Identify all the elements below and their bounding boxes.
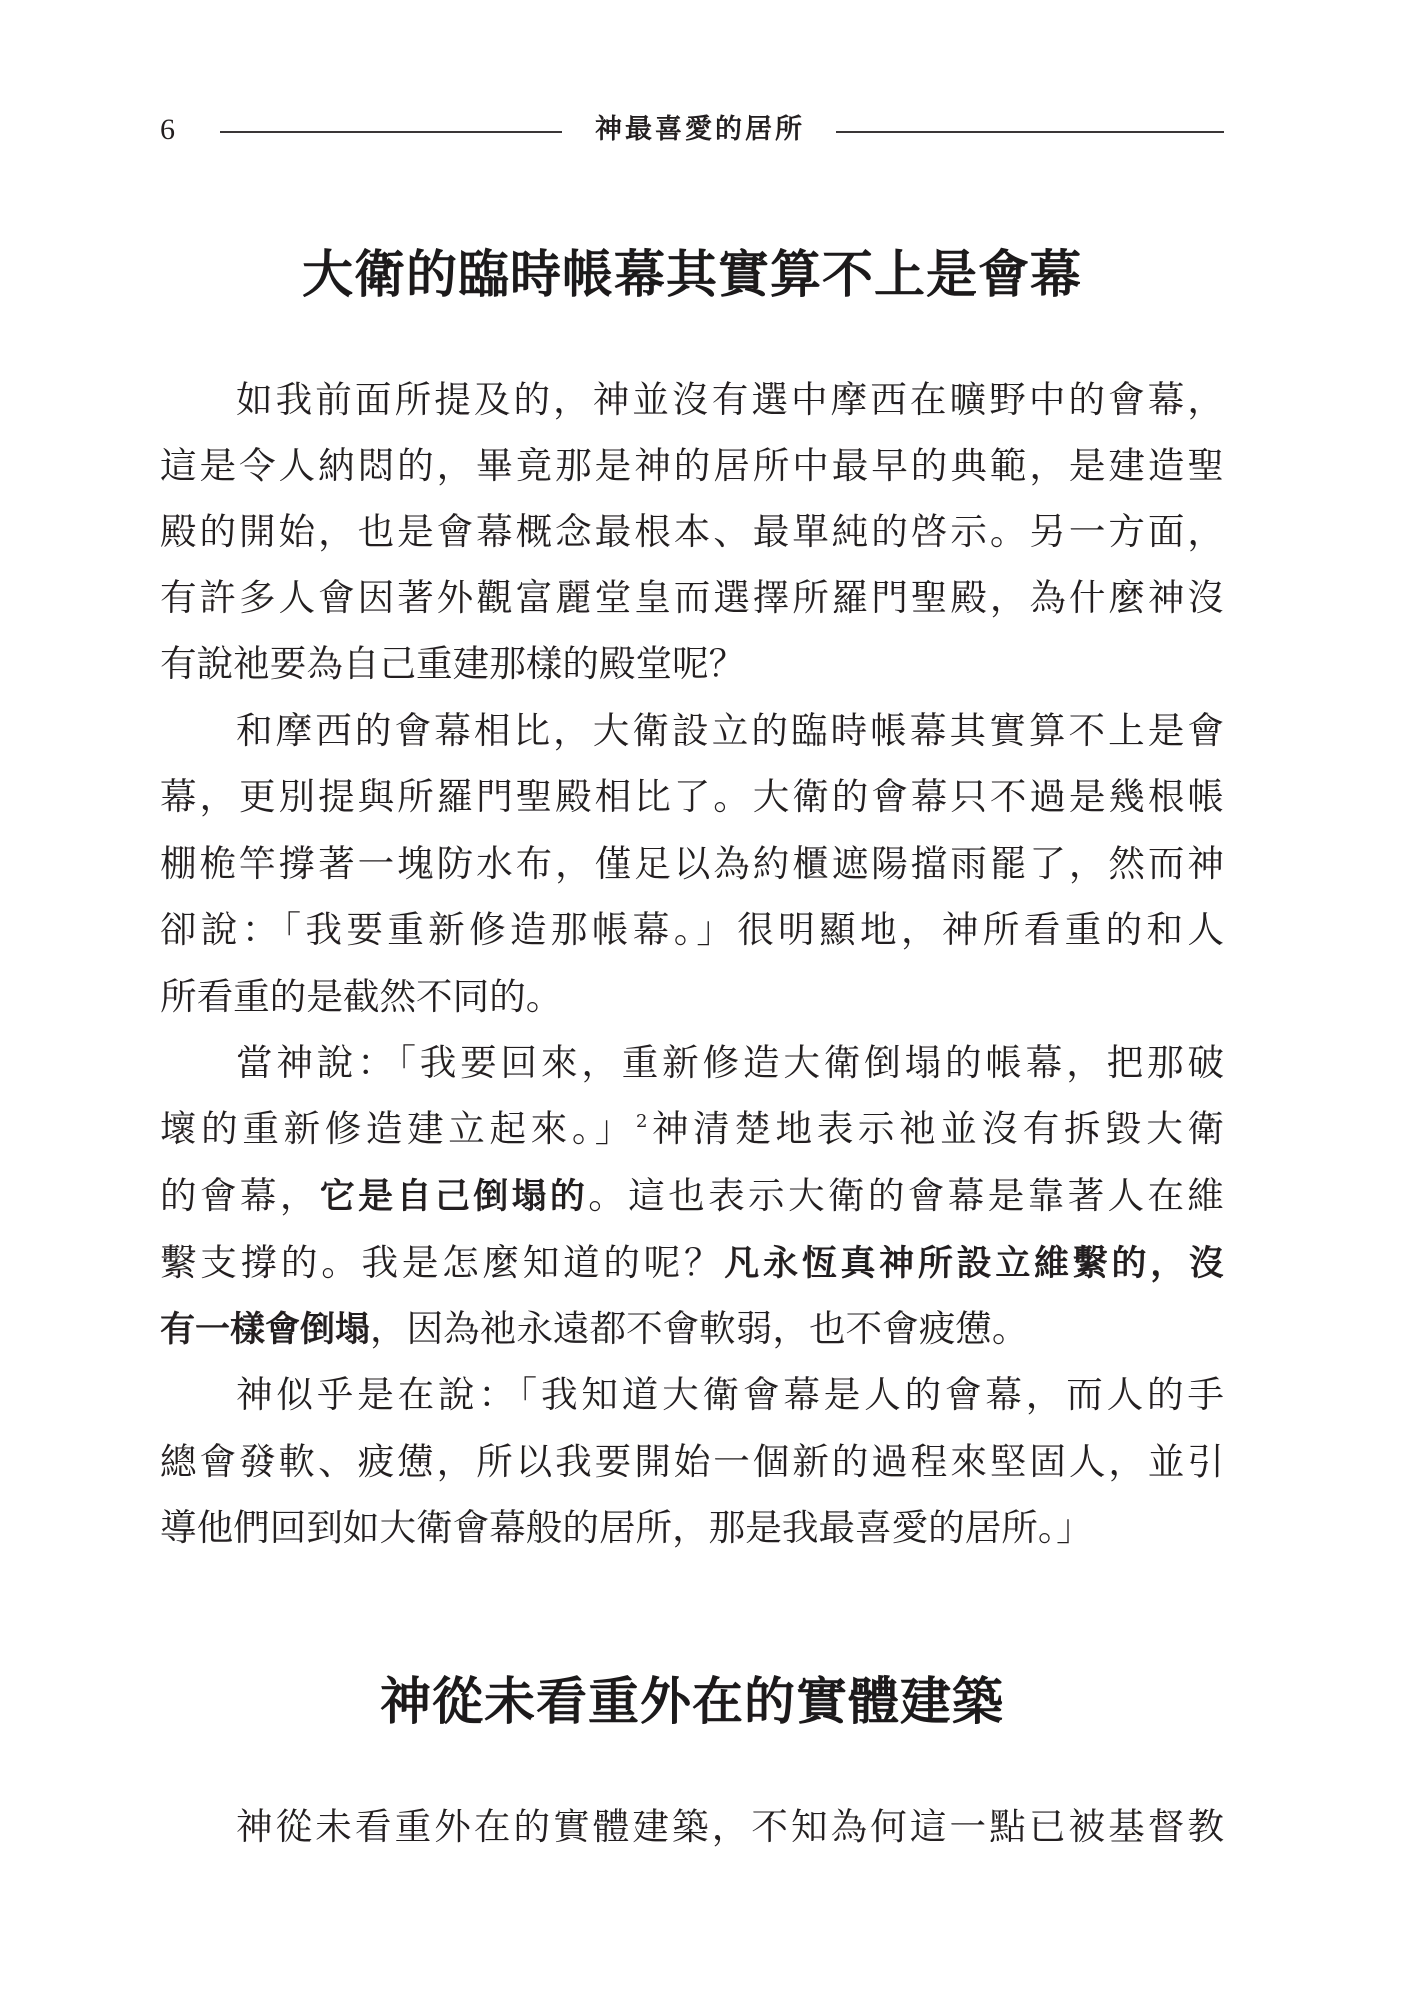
paragraph-5-line-1: 神從未看重外在的實體建築，不知為何這一點已被基督教: [236, 1805, 1224, 1848]
paragraph-3-line-3: [160, 1171, 1224, 1221]
running-title: 神最喜愛的居所: [595, 114, 805, 145]
paragraph-3-line-2: [160, 1104, 1224, 1154]
paragraph-4-line-3: 導他們回到如大衛會幕般的居所，那是我最喜愛的居所。」: [160, 1506, 1093, 1549]
paragraph-1-line-5: 有說祂要為自己重建那樣的殿堂呢？: [160, 642, 746, 685]
section-heading-2: 神從未看重外在的實體建築: [379, 1673, 1004, 1732]
paragraph-1-line-1: 如我前面所提及的，神並沒有選中摩西在曠野中的會幕，: [236, 378, 1224, 421]
paragraph-4-line-1: 神似乎是在說：「我知道大衛會幕是人的會幕，而人的手: [236, 1373, 1224, 1416]
page-number: 6: [160, 113, 175, 146]
section-heading-1: 大衛的臨時帳幕其實算不上是會幕: [301, 246, 1082, 305]
line-text-segment: 的會幕，: [160, 1174, 320, 1217]
paragraph-1-line-4: 有許多人會因著外觀富麗堂皇而選擇所羅門聖殿，為什麼神沒: [160, 576, 1224, 619]
line-text-segment: 壞的重新修造建立起來。」: [160, 1107, 636, 1150]
line-text-segment: 繫支撐的。我是怎麼知道的呢？: [160, 1241, 725, 1284]
paragraph-4-line-2: 總會發軟、疲憊，所以我要開始一個新的過程來堅固人，並引: [160, 1440, 1224, 1483]
paragraph-2-line-2: 幕，更別提與所羅門聖殿相比了。大衛的會幕只不過是幾根帳: [160, 775, 1224, 818]
footnote-marker[interactable]: 2: [635, 1111, 648, 1132]
paragraph-2-line-1: 和摩西的會幕相比，大衛設立的臨時帳幕其實算不上是會: [236, 709, 1224, 752]
paragraph-3-line-1: 當神說：「我要回來，重新修造大衛倒塌的帳幕，把那破: [236, 1041, 1224, 1084]
paragraph-3-line-4: [160, 1238, 1224, 1288]
header-rule-right: [836, 131, 1224, 133]
paragraph-1-line-3: 殿的開始，也是會幕概念最根本、最單純的啓示。另一方面，: [160, 510, 1224, 553]
bold-emphasis: 它是自己倒塌的: [319, 1177, 589, 1217]
bold-emphasis: 凡永恆真神所設立維繫的，沒: [724, 1244, 1224, 1284]
running-header: [0, 108, 1410, 154]
bold-emphasis: 有一樣會倒塌: [160, 1310, 371, 1350]
header-rule-left: [220, 131, 562, 133]
paragraph-3-line-5: [160, 1304, 1224, 1354]
line-text-segment: 。這也表示大衛的會幕是靠著人在維: [588, 1174, 1224, 1217]
paragraph-2-line-4: 卻說：「我要重新修造那帳幕。」很明顯地，神所看重的和人: [160, 908, 1224, 951]
paragraph-2-line-3: 棚桅竿撐著一塊防水布，僅足以為約櫃遮陽擋雨罷了，然而神: [160, 842, 1224, 885]
paragraph-2-line-5: 所看重的是截然不同的。: [160, 975, 563, 1018]
paragraph-1-line-2: 這是令人納悶的，畢竟那是神的居所中最早的典範，是建造聖: [160, 444, 1224, 487]
line-text-segment: ，因為祂永遠都不會軟弱，也不會疲憊。: [370, 1307, 1029, 1350]
line-text-segment: 神清楚地表示祂並沒有拆毀大衛: [647, 1107, 1224, 1150]
